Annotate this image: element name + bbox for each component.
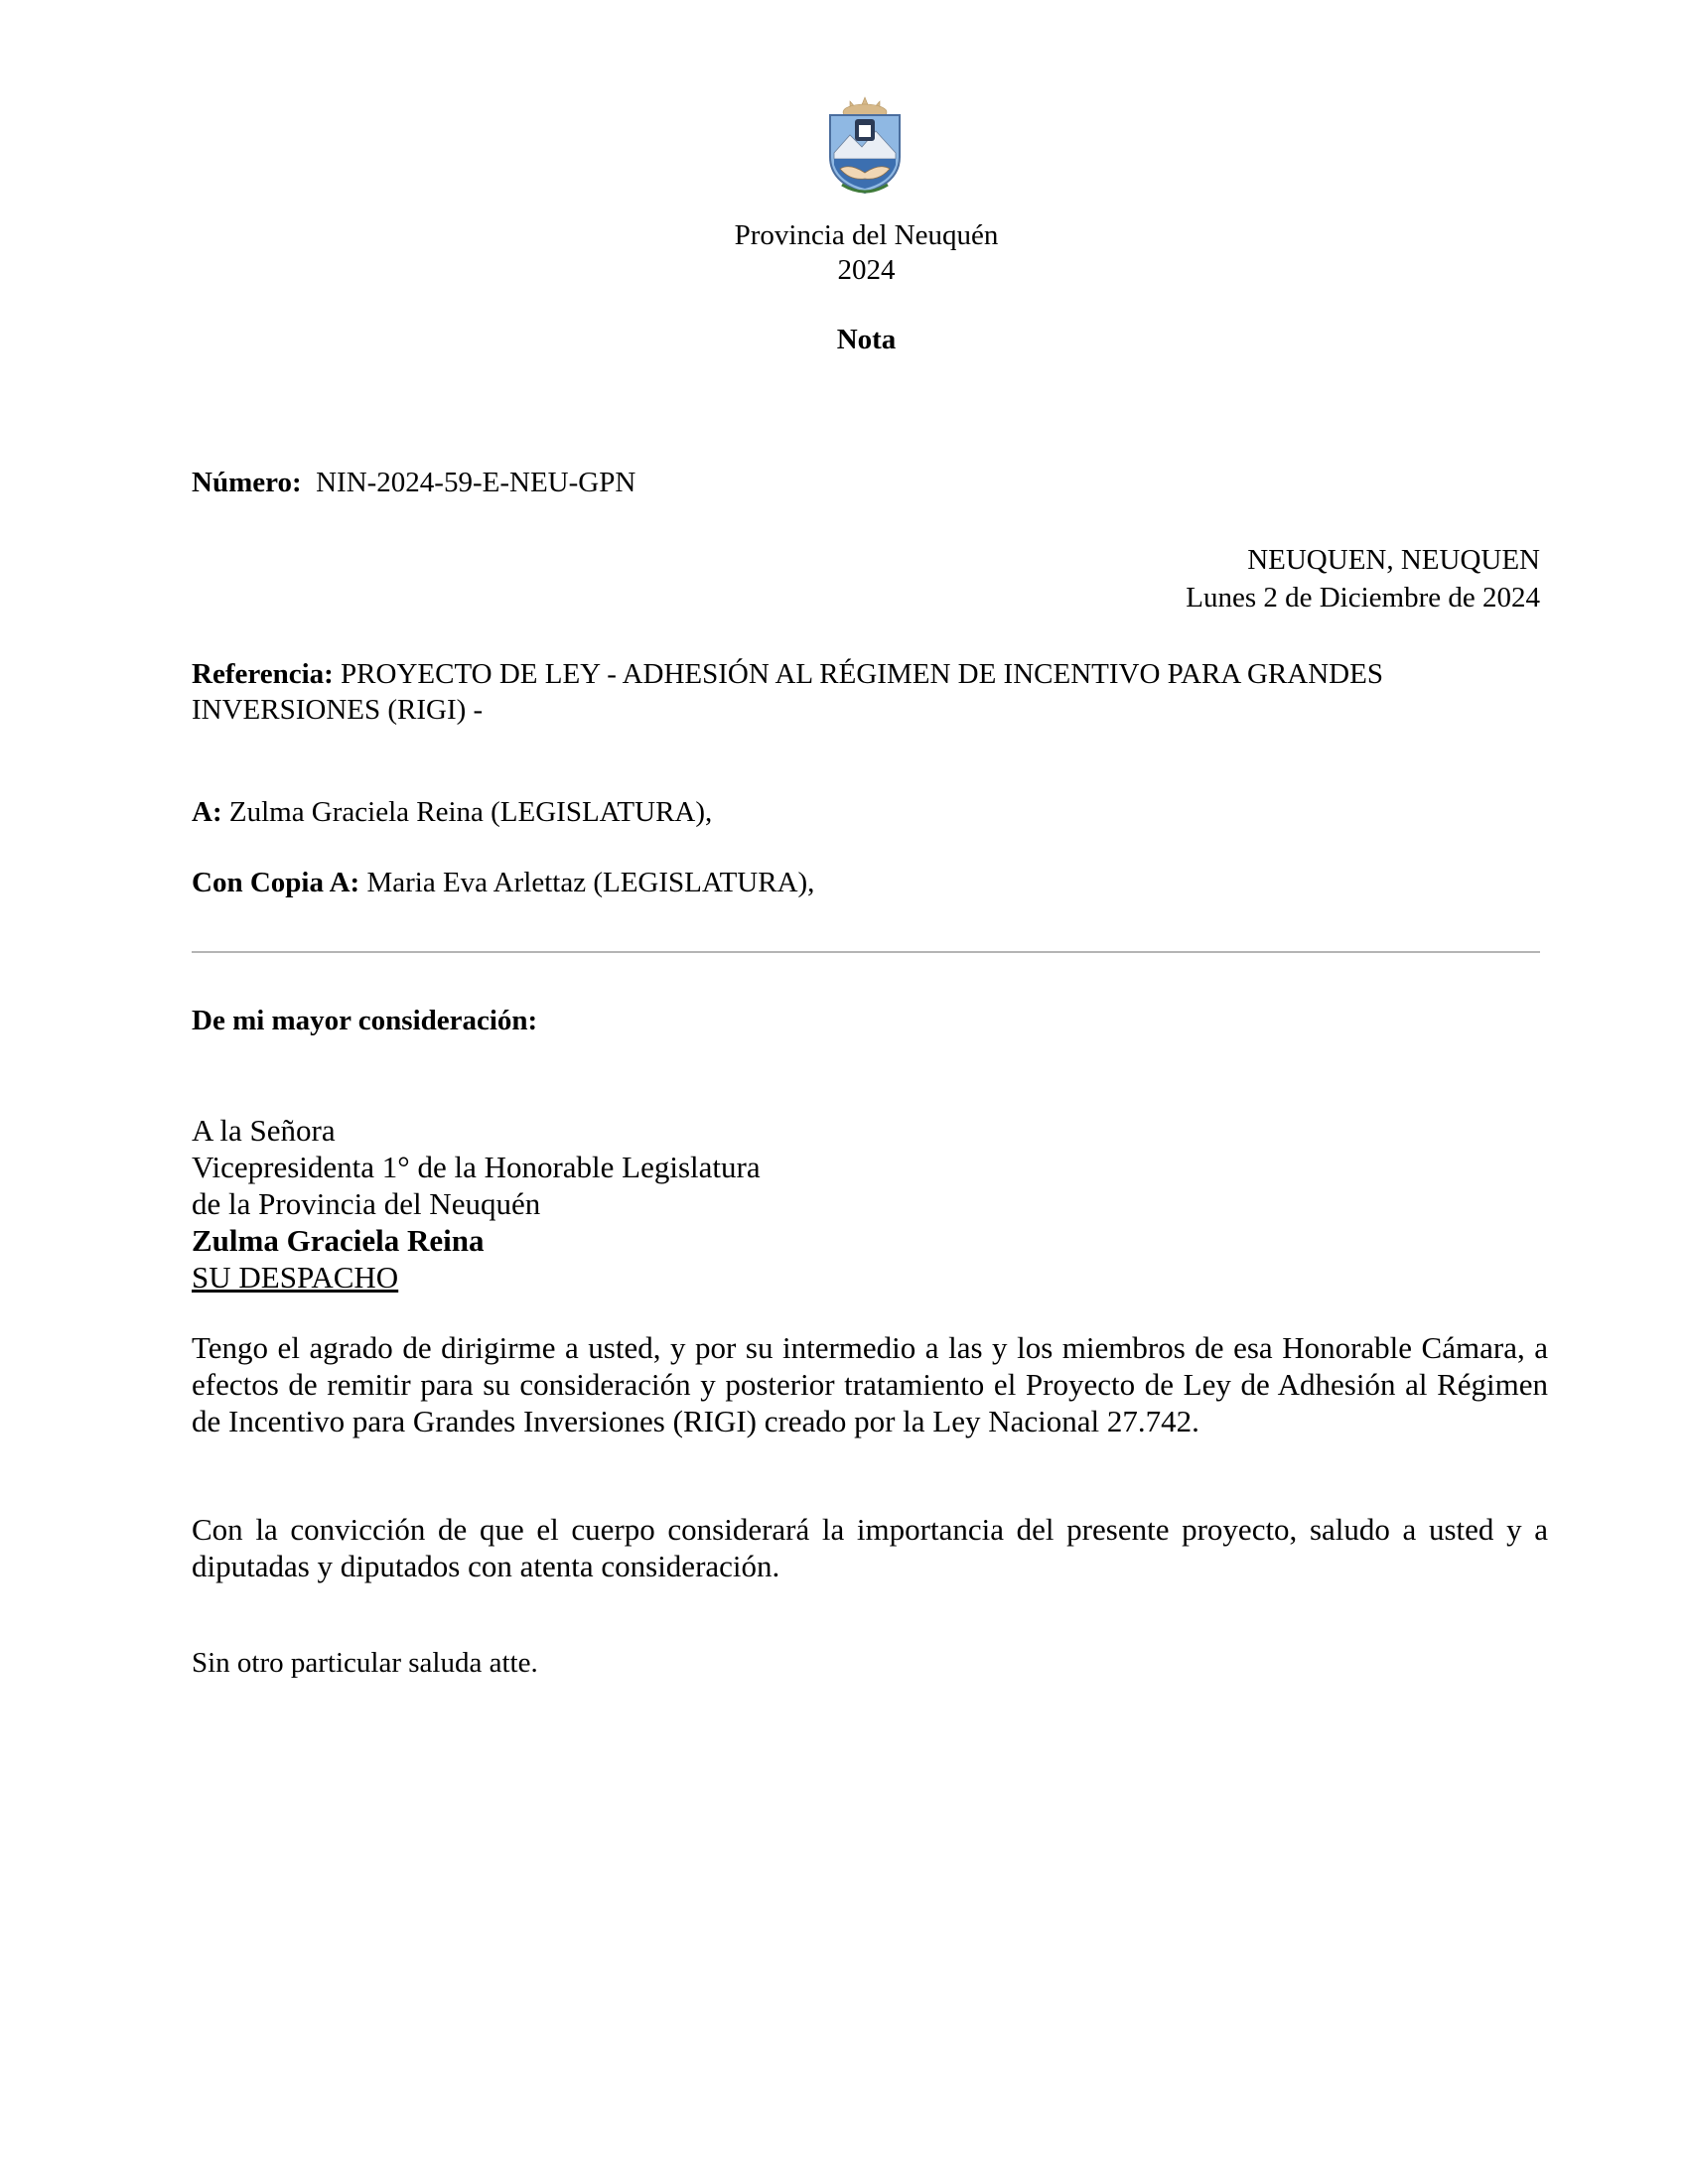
closing-line: Sin otro particular saluda atte. xyxy=(192,1647,538,1679)
address-line-1: A la Señora xyxy=(192,1113,336,1148)
reference-value: PROYECTO DE LEY - ADHESIÓN AL RÉGIMEN DE INCENTIVO PARA GRANDES INVERSIONES (RIGI) - xyxy=(192,658,1383,726)
address-line-3: de la Provincia del Neuquén xyxy=(192,1186,541,1221)
address-line-2: Vicepresidenta 1° de la Honorable Legislatura xyxy=(192,1150,761,1184)
document-date: Lunes 2 de Diciembre de 2024 xyxy=(1186,582,1540,614)
header-divider xyxy=(192,951,1540,953)
document-year: 2024 xyxy=(837,254,896,286)
recipient xyxy=(192,794,712,830)
document-type: Nota xyxy=(836,324,897,355)
province-name: Provincia del Neuquén xyxy=(734,219,999,251)
document-place: NEUQUEN, NEUQUEN xyxy=(1247,544,1540,576)
cc-label: Con Copia A: xyxy=(192,867,360,898)
recipient-value: Zulma Graciela Reina (LEGISLATURA), xyxy=(228,796,713,828)
reference xyxy=(192,656,1552,728)
recipient-label: A: xyxy=(192,796,222,828)
cc-value: Maria Eva Arlettaz (LEGISLATURA), xyxy=(366,867,815,898)
address-name: Zulma Graciela Reina xyxy=(192,1223,485,1258)
document-number xyxy=(192,465,635,500)
greeting: De mi mayor consideración: xyxy=(192,1005,538,1036)
address-office: SU DESPACHO xyxy=(192,1260,399,1295)
number-label: Número: xyxy=(192,467,302,498)
reference-label: Referencia: xyxy=(192,658,334,690)
provincial-crest-icon xyxy=(820,95,910,197)
carbon-copy xyxy=(192,865,814,900)
body-paragraph-1: Tengo el agrado de dirigirme a usted, y por su intermedio a las y los miembros de esa Honorable Cámara, a efectos de remitir para su consideración y posterior tratamiento el Proyecto de Ley de Adhesión al Régimen de Incentivo para Grandes Inversiones (RIGI) creado por la Ley Nacional 27.742. xyxy=(192,1330,1548,1438)
number-value: NIN-2024-59-E-NEU-GPN xyxy=(316,467,636,498)
body-paragraph-2: Con la convicción de que el cuerpo considerará la importancia del presente proyecto, saludo a usted y a diputadas y diputados con atenta consideración. xyxy=(192,1512,1548,1583)
